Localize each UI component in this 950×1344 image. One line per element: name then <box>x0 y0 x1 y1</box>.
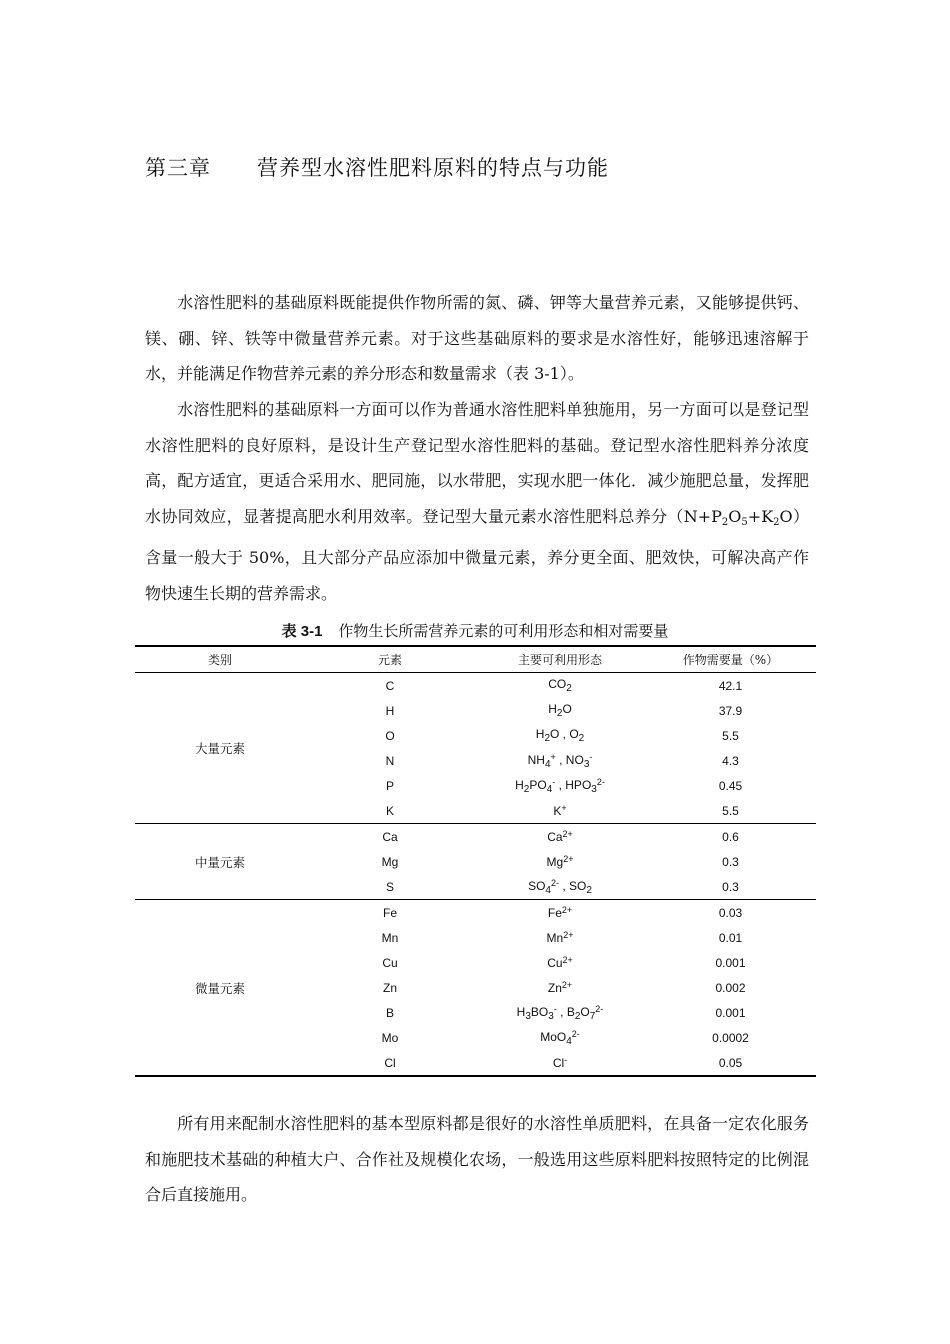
amount-cell: 0.0002 <box>712 1030 749 1045</box>
form-superscript: - <box>553 1003 557 1014</box>
forms-cell <box>475 773 645 798</box>
form-text: , HPO <box>555 777 592 792</box>
amount-cell: 0.01 <box>718 930 743 945</box>
form-text: NH <box>527 752 545 767</box>
forms-cell <box>475 824 645 850</box>
form-text: Ca <box>547 830 563 844</box>
forms-cell <box>475 975 645 1000</box>
form-superscript: 2+ <box>561 905 573 915</box>
header-element: 元素 <box>305 646 475 673</box>
form-subscript: 4 <box>545 884 551 896</box>
table-row <box>135 824 816 850</box>
formula-subscript: 2 <box>773 516 780 528</box>
forms-cell <box>475 1025 645 1050</box>
form-subscript: 7 <box>589 1010 596 1022</box>
amount-cell: 0.3 <box>722 879 739 894</box>
form-superscript: 2- <box>550 877 559 888</box>
formula-text: +K <box>747 506 774 526</box>
form-superscript: 2- <box>596 776 605 787</box>
element-cell: P <box>385 778 394 793</box>
amount-cell: 42.1 <box>718 678 743 693</box>
form-subscript: 4 <box>566 1035 572 1047</box>
forms-cell <box>475 723 645 748</box>
paragraph-3-text: 所有用来配制水溶性肥料的基本型原料都是很好的水溶性单质肥料，在具备一定农化服务和施肥技术基础的种植大户、合作社及规模化农场，一般选用这些原料肥料按照特定的比例混合后直接施用。 <box>145 1114 809 1204</box>
amount-cell: 0.6 <box>645 824 816 850</box>
form-subscript: 3 <box>583 758 590 770</box>
form-text: MoO <box>540 1029 567 1044</box>
form-superscript: 2+ <box>563 854 574 864</box>
form-text: H <box>548 702 557 716</box>
nutrient-table <box>135 645 816 1077</box>
form-superscript: 2+ <box>562 829 573 839</box>
table-caption <box>0 620 950 641</box>
element-cell: H <box>385 703 395 718</box>
form-text: H <box>535 727 545 741</box>
form-text: PO <box>529 777 547 792</box>
forms-cell <box>475 900 645 926</box>
form-text: O <box>580 1004 590 1019</box>
form-subscript: 2 <box>578 733 585 744</box>
formula-subscript: 2 <box>721 516 729 528</box>
formula-text: O <box>728 506 742 526</box>
form-text: Cl <box>552 1056 565 1070</box>
element-cell: O <box>385 728 395 743</box>
form-superscript: 2- <box>571 1028 580 1039</box>
header-category: 类别 <box>135 646 305 673</box>
header-forms: 主要可利用形态 <box>475 646 645 673</box>
form-superscript: + <box>561 803 567 813</box>
form-text: Fe <box>547 906 562 920</box>
element-cell: Ca <box>305 824 475 850</box>
form-text: Cu <box>547 956 563 970</box>
amount-cell: 0.002 <box>715 980 746 995</box>
formula-subscript: 5 <box>741 516 748 528</box>
form-superscript: 2+ <box>562 955 573 965</box>
forms-cell <box>475 874 645 900</box>
table-row <box>135 673 816 699</box>
form-text: Zn <box>547 981 562 995</box>
element-cell: K <box>385 803 394 818</box>
amount-cell: 37.9 <box>718 703 743 718</box>
form-text: O , O <box>550 727 579 741</box>
form-subscript: 4 <box>544 758 551 770</box>
paragraph-1-text: 水溶性肥料的基础原料既能提供作物所需的氮、磷、钾等大量营养元素，又能够提供钙、镁、硼、锌、铁等中微量营养元素。对于这些基础原料的要求是水溶性好，能够迅速溶解于水，并能满足作物营养元素的养分形态和数量需求（表 3-1）。 <box>145 293 809 383</box>
paragraph-1 <box>145 285 809 392</box>
forms-cell <box>475 798 645 824</box>
formula-text: O <box>779 506 793 526</box>
form-text: CO <box>548 677 567 691</box>
form-subscript: 2 <box>556 708 563 719</box>
element-cell: Zn <box>382 980 397 995</box>
form-superscript: + <box>550 751 556 762</box>
form-subscript: 4 <box>546 783 553 795</box>
amount-cell: 5.5 <box>722 803 739 818</box>
form-subscript: 2 <box>523 783 530 795</box>
element-cell: S <box>385 879 394 894</box>
form-text: Mn <box>546 931 564 945</box>
total-nutrient-formula <box>684 507 793 526</box>
forms-cell <box>475 1000 645 1025</box>
amount-cell: 0.001 <box>715 955 746 970</box>
form-superscript: 2- <box>595 1003 604 1014</box>
category-cell: 大量元素 <box>194 741 245 756</box>
element-cell: C <box>385 678 395 693</box>
form-subscript: 3 <box>591 783 597 795</box>
table-caption-title: 作物生长所需营养元素的可利用形态和相对需要量 <box>338 622 669 640</box>
forms-cell <box>475 748 645 773</box>
form-superscript: 2+ <box>561 980 573 990</box>
paragraph-3 <box>145 1106 809 1213</box>
form-superscript: - <box>564 1055 568 1065</box>
chapter-title: 营养型水溶性肥料原料的特点与功能 <box>257 156 609 180</box>
table-caption-label: 表 3-1 <box>281 623 323 640</box>
element-cell: Cu <box>382 955 398 970</box>
element-cell: Fe <box>305 900 475 926</box>
form-superscript: - <box>589 751 593 762</box>
form-subscript: 2 <box>566 683 572 694</box>
table-group <box>135 673 816 824</box>
form-text: SO <box>528 878 546 893</box>
form-text: BO <box>530 1004 549 1019</box>
forms-cell <box>475 698 645 723</box>
category-cell: 微量元素 <box>135 900 305 1077</box>
form-text: Mg <box>546 855 564 869</box>
table-row <box>135 900 816 926</box>
amount-cell: 5.5 <box>722 728 739 743</box>
forms-cell <box>475 950 645 975</box>
form-text: K <box>553 804 562 818</box>
table-header-row <box>135 646 816 673</box>
paragraph-2-text-after: ）含量一般大于 50%，且大部分产品应添加中微量元素，养分更全面、肥效快，可解决高产作物快速生长期的营养需求。 <box>145 506 809 603</box>
chapter-number: 第三章 <box>145 156 211 180</box>
form-subscript: 2 <box>586 884 592 896</box>
formula-text: N+P <box>683 506 722 526</box>
element-cell: N <box>385 753 395 768</box>
element-cell: Cl <box>305 1050 475 1076</box>
form-superscript: - <box>552 776 556 787</box>
form-text: H <box>515 777 524 792</box>
table-group <box>135 900 816 1077</box>
forms-cell <box>475 849 645 874</box>
header-amount: 作物需要量（%） <box>645 646 816 673</box>
form-subscript: 2 <box>574 1010 581 1022</box>
element-cell: B <box>385 1005 394 1020</box>
amount-cell: 0.001 <box>715 1005 746 1020</box>
paragraph-2 <box>145 392 809 611</box>
form-subscript: 2 <box>544 733 550 744</box>
amount-cell: 4.3 <box>722 753 739 768</box>
category-cell: 中量元素 <box>135 824 305 900</box>
amount-cell: 0.3 <box>722 854 739 869</box>
form-subscript: 3 <box>525 1010 531 1022</box>
element-cell: Mg <box>381 854 399 869</box>
amount-cell: 0.05 <box>645 1050 816 1076</box>
forms-cell <box>475 925 645 950</box>
element-cell: Mn <box>381 930 399 945</box>
form-text: , NO <box>555 752 584 767</box>
forms-cell <box>475 673 645 699</box>
form-superscript: 2+ <box>563 930 574 940</box>
form-text: H <box>516 1004 526 1019</box>
element-cell: Mo <box>381 1030 399 1045</box>
table-group <box>135 824 816 900</box>
form-subscript: 3 <box>548 1010 554 1022</box>
paragraph-2-text-before: 水溶性肥料的基础原料一方面可以作为普通水溶性肥料单独施用，另一方面可以是登记型水溶性肥料的良好原料，是设计生产登记型水溶性肥料的基础。登记型水溶性肥料养分浓度高，配方适宜，更适合采用水、肥同施，以水带肥，实现水肥一体化．减少施肥总量，发挥肥水协同效应，显著提高肥水利用效率。登记型大量元素水溶性肥料总养分（ <box>145 400 809 526</box>
form-text: , B <box>556 1004 575 1019</box>
chapter-heading <box>145 152 609 182</box>
amount-cell: 0.03 <box>645 900 816 926</box>
forms-cell <box>475 1050 645 1076</box>
amount-cell: 0.45 <box>718 778 743 793</box>
form-text: , SO <box>559 878 587 893</box>
form-text: O <box>562 702 572 716</box>
